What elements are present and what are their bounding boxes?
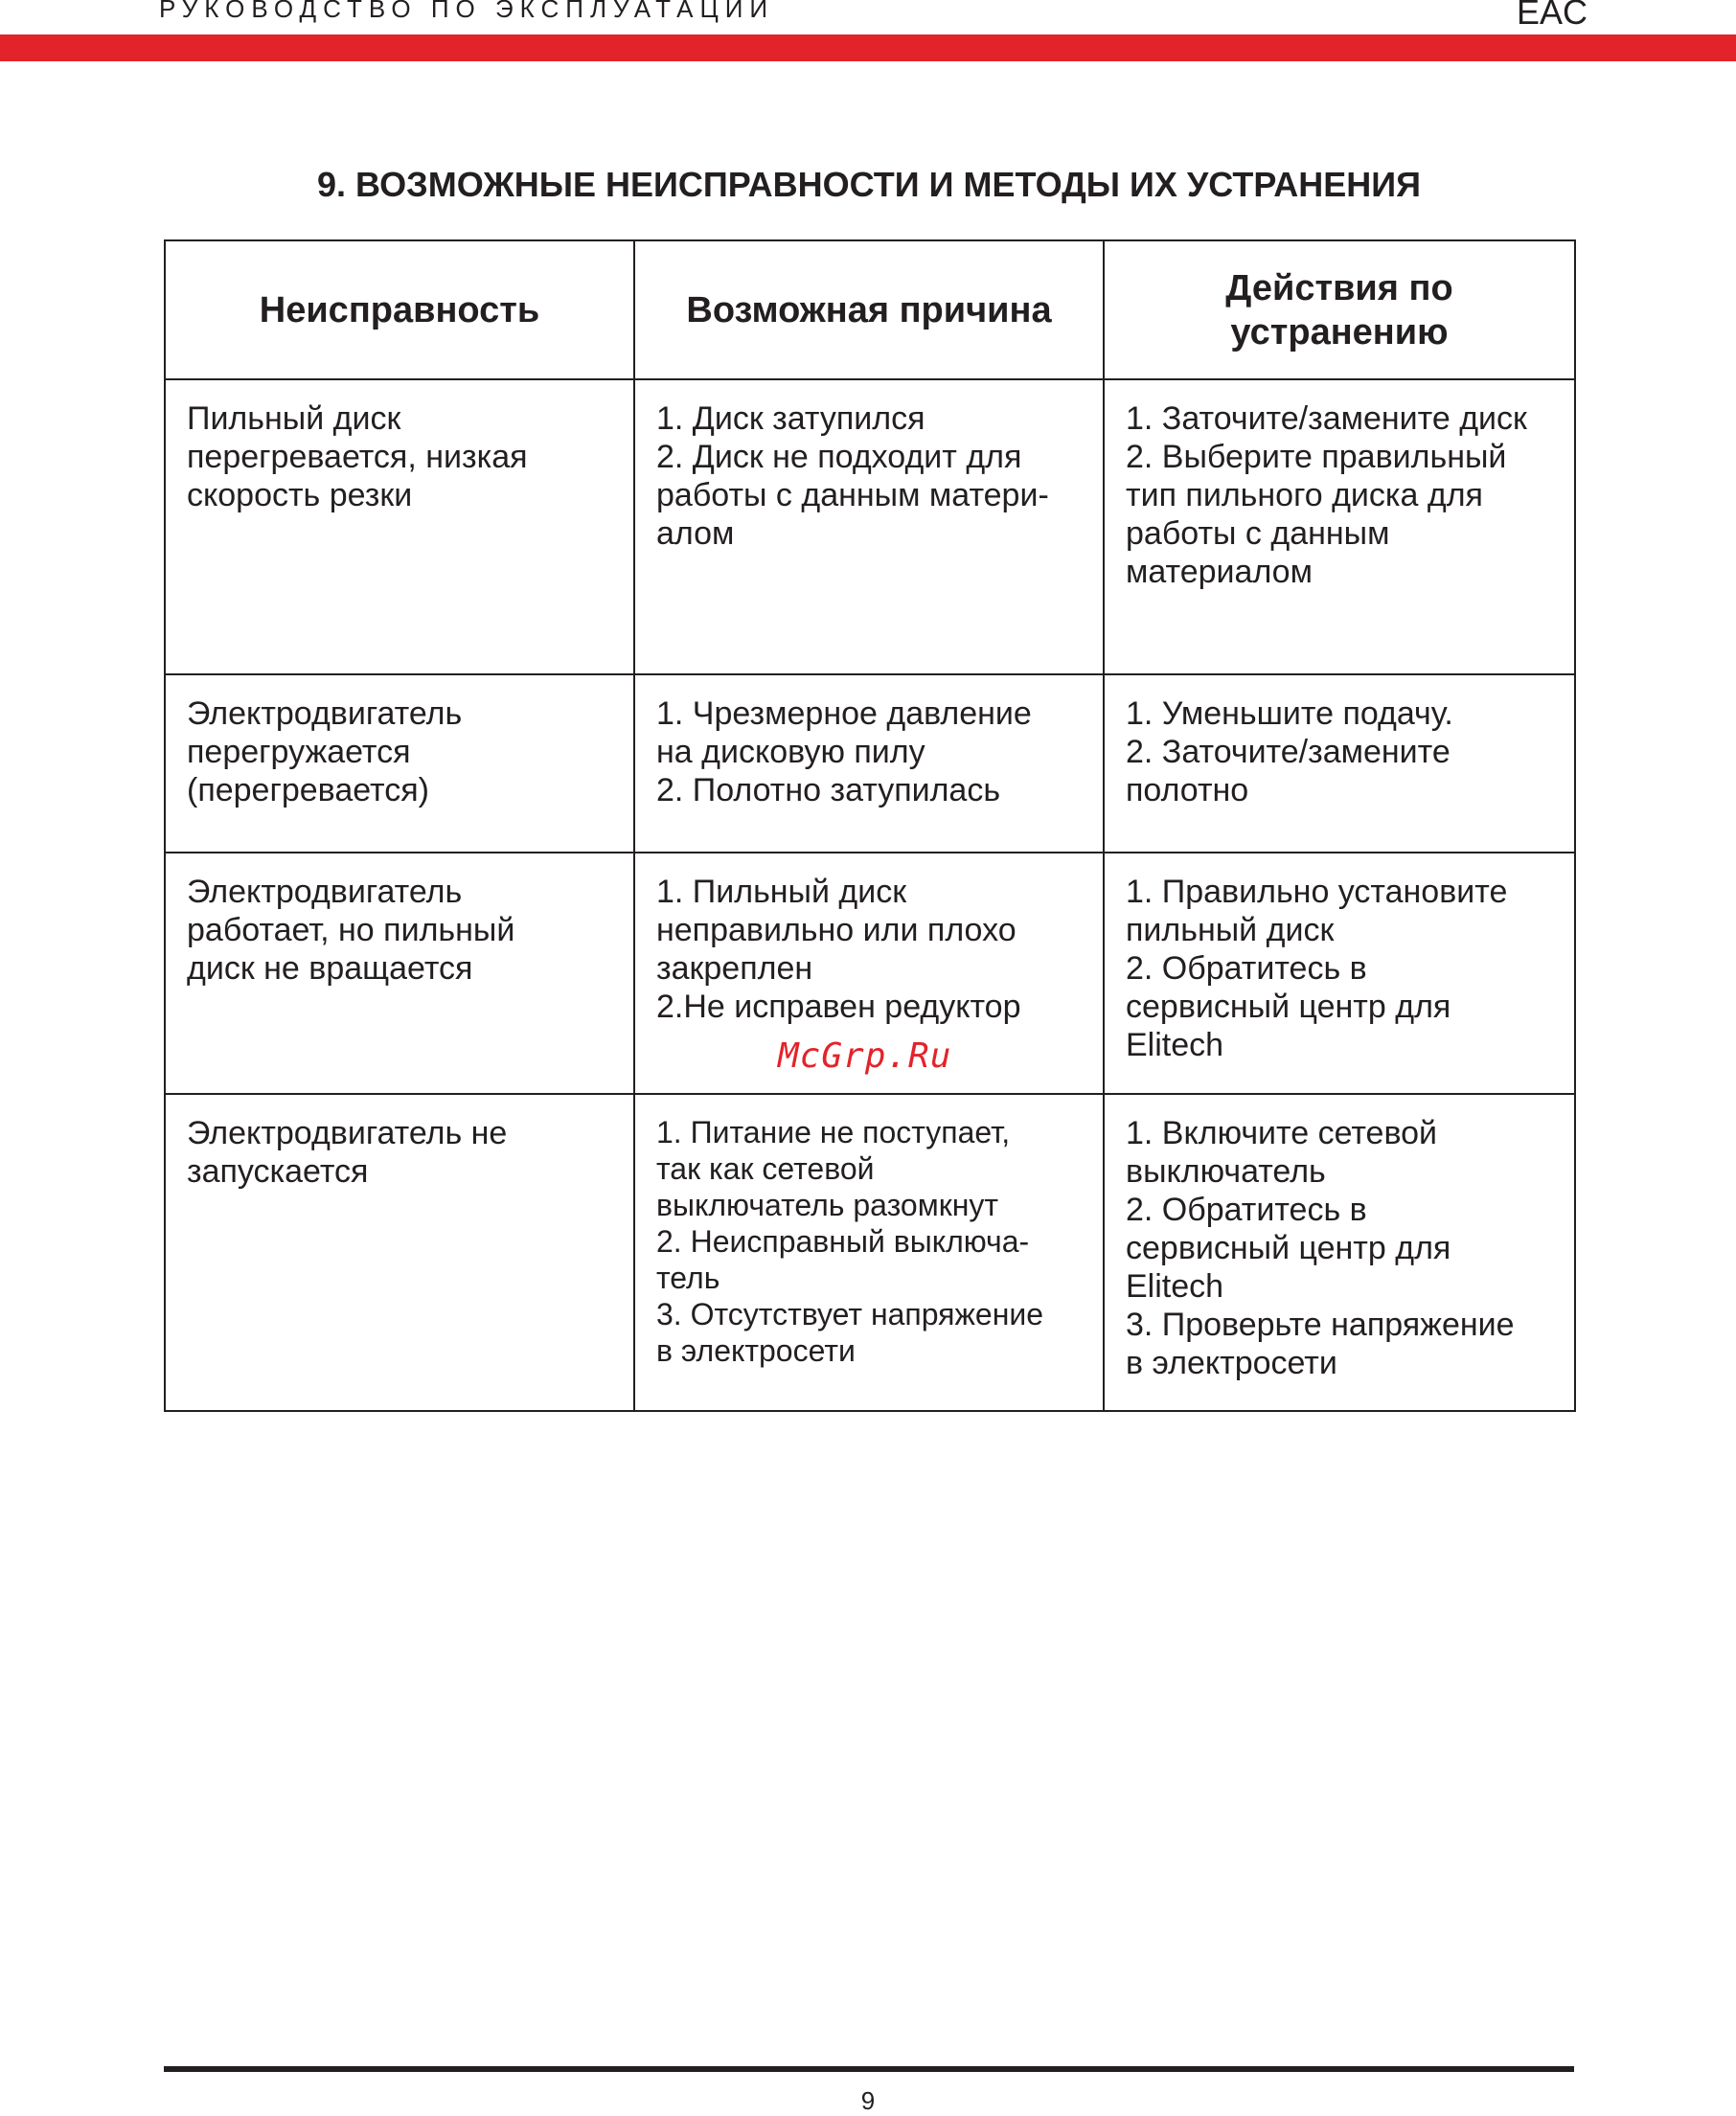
watermark: McGrp.Ru [778,1036,952,1076]
action-cell [1104,853,1575,1094]
cell-line: работы с данным матери- [656,477,1049,513]
cell-line: Электродвигатель [187,695,463,732]
cell-line: 1. Правильно установите [1126,874,1508,910]
cause-cell [634,379,1104,674]
cell-line: выключатель [1126,1153,1326,1190]
cause-cell [634,1094,1104,1411]
cell-line: (перегревается) [187,772,429,808]
cell-line: тип пильного диска для [1126,477,1483,513]
action-cell [1104,379,1575,674]
cell-line: полотно [1126,772,1249,808]
cell-line: Пильный диск [187,400,401,437]
troubleshooting-table [164,239,1576,1412]
action-cell [1104,1094,1575,1411]
cell-line: на дисковую пилу [656,734,925,770]
column-header-cause: Возможная причина [634,240,1104,379]
cell-line: 2. Неисправный выключа- [656,1224,1030,1259]
cell-line: материалом [1126,554,1313,590]
cell-line: алом [656,515,735,552]
fault-cell [165,379,634,674]
cell-line: в электросети [1126,1345,1337,1381]
cell-line: Elitech [1126,1268,1224,1305]
cell-line: 1. Диск затупился [656,400,925,437]
column-header-action [1104,240,1575,379]
column-header-action-line: Действия по [1225,267,1453,308]
cell-line: запускается [187,1153,369,1190]
cell-line: 1. Заточите/замените диск [1126,400,1527,437]
cell-line: работает, но пильный [187,912,515,948]
section-title: 9. ВОЗМОЖНЫЕ НЕИСПРАВНОСТИ И МЕТОДЫ ИХ УСТРАНЕНИЯ [317,165,1421,204]
cell-line: 1. Включите сетевой [1126,1115,1438,1151]
eac-mark: EAC [1517,0,1588,32]
footer-rule [164,2066,1574,2072]
fault-cell [165,1094,634,1411]
cell-line: 2. Обратитесь в [1126,950,1367,987]
cell-line: тель [656,1261,720,1295]
cell-line: 2. Заточите/замените [1126,734,1450,770]
cell-line: работы с данным [1126,515,1390,552]
cell-line: в электросети [656,1333,856,1368]
column-header-fault: Неисправность [165,240,634,379]
cell-line: сервисный центр для [1126,1230,1451,1266]
cell-line: 2.Не исправен редуктор [656,989,1021,1025]
header-accent-bar [0,34,1736,61]
cell-line: скорость резки [187,477,413,513]
cell-line: 2. Выберите правильный [1126,439,1507,475]
cell-line: неправильно или плохо [656,912,1016,948]
cell-line: диск не вращается [187,950,473,987]
cell-line: пильный диск [1126,912,1335,948]
table-row [165,674,1575,853]
cell-line: Elitech [1126,1027,1224,1063]
table-row [165,379,1575,674]
page-number: 9 [860,2086,876,2115]
cell-line: 2. Диск не подходит для [656,439,1022,475]
table-header-row [165,240,1575,379]
cell-line: 3. Проверьте напряжение [1126,1307,1515,1343]
cause-cell [634,674,1104,853]
cell-line: 1. Пильный диск [656,874,907,910]
cell-line: 3. Отсутствует напряжение [656,1297,1044,1331]
cell-line: Электродвигатель [187,874,463,910]
cell-line: 1. Чрезмерное давление [656,695,1032,732]
cell-line: выключатель разомкнут [656,1188,999,1222]
cell-line: сервисный центр для [1126,989,1451,1025]
action-cell [1104,674,1575,853]
cell-line: перегревается, низкая [187,439,528,475]
cell-line: так как сетевой [656,1151,875,1186]
cell-line: перегружается [187,734,411,770]
table-row [165,1094,1575,1411]
cell-line: 2. Обратитесь в [1126,1192,1367,1228]
fault-cell [165,674,634,853]
column-header-action-line: устранению [1230,311,1449,353]
cell-line: 1. Питание не поступает, [656,1115,1011,1149]
cell-line: 1. Уменьшите подачу. [1126,695,1453,732]
document-header-title: РУКОВОДСТВО ПО ЭКСПЛУАТАЦИИ [159,0,775,23]
cell-line: Электродвигатель не [187,1115,508,1151]
cell-line: 2. Полотно затупилась [656,772,1001,808]
fault-cell [165,853,634,1094]
cell-line: закреплен [656,950,813,987]
